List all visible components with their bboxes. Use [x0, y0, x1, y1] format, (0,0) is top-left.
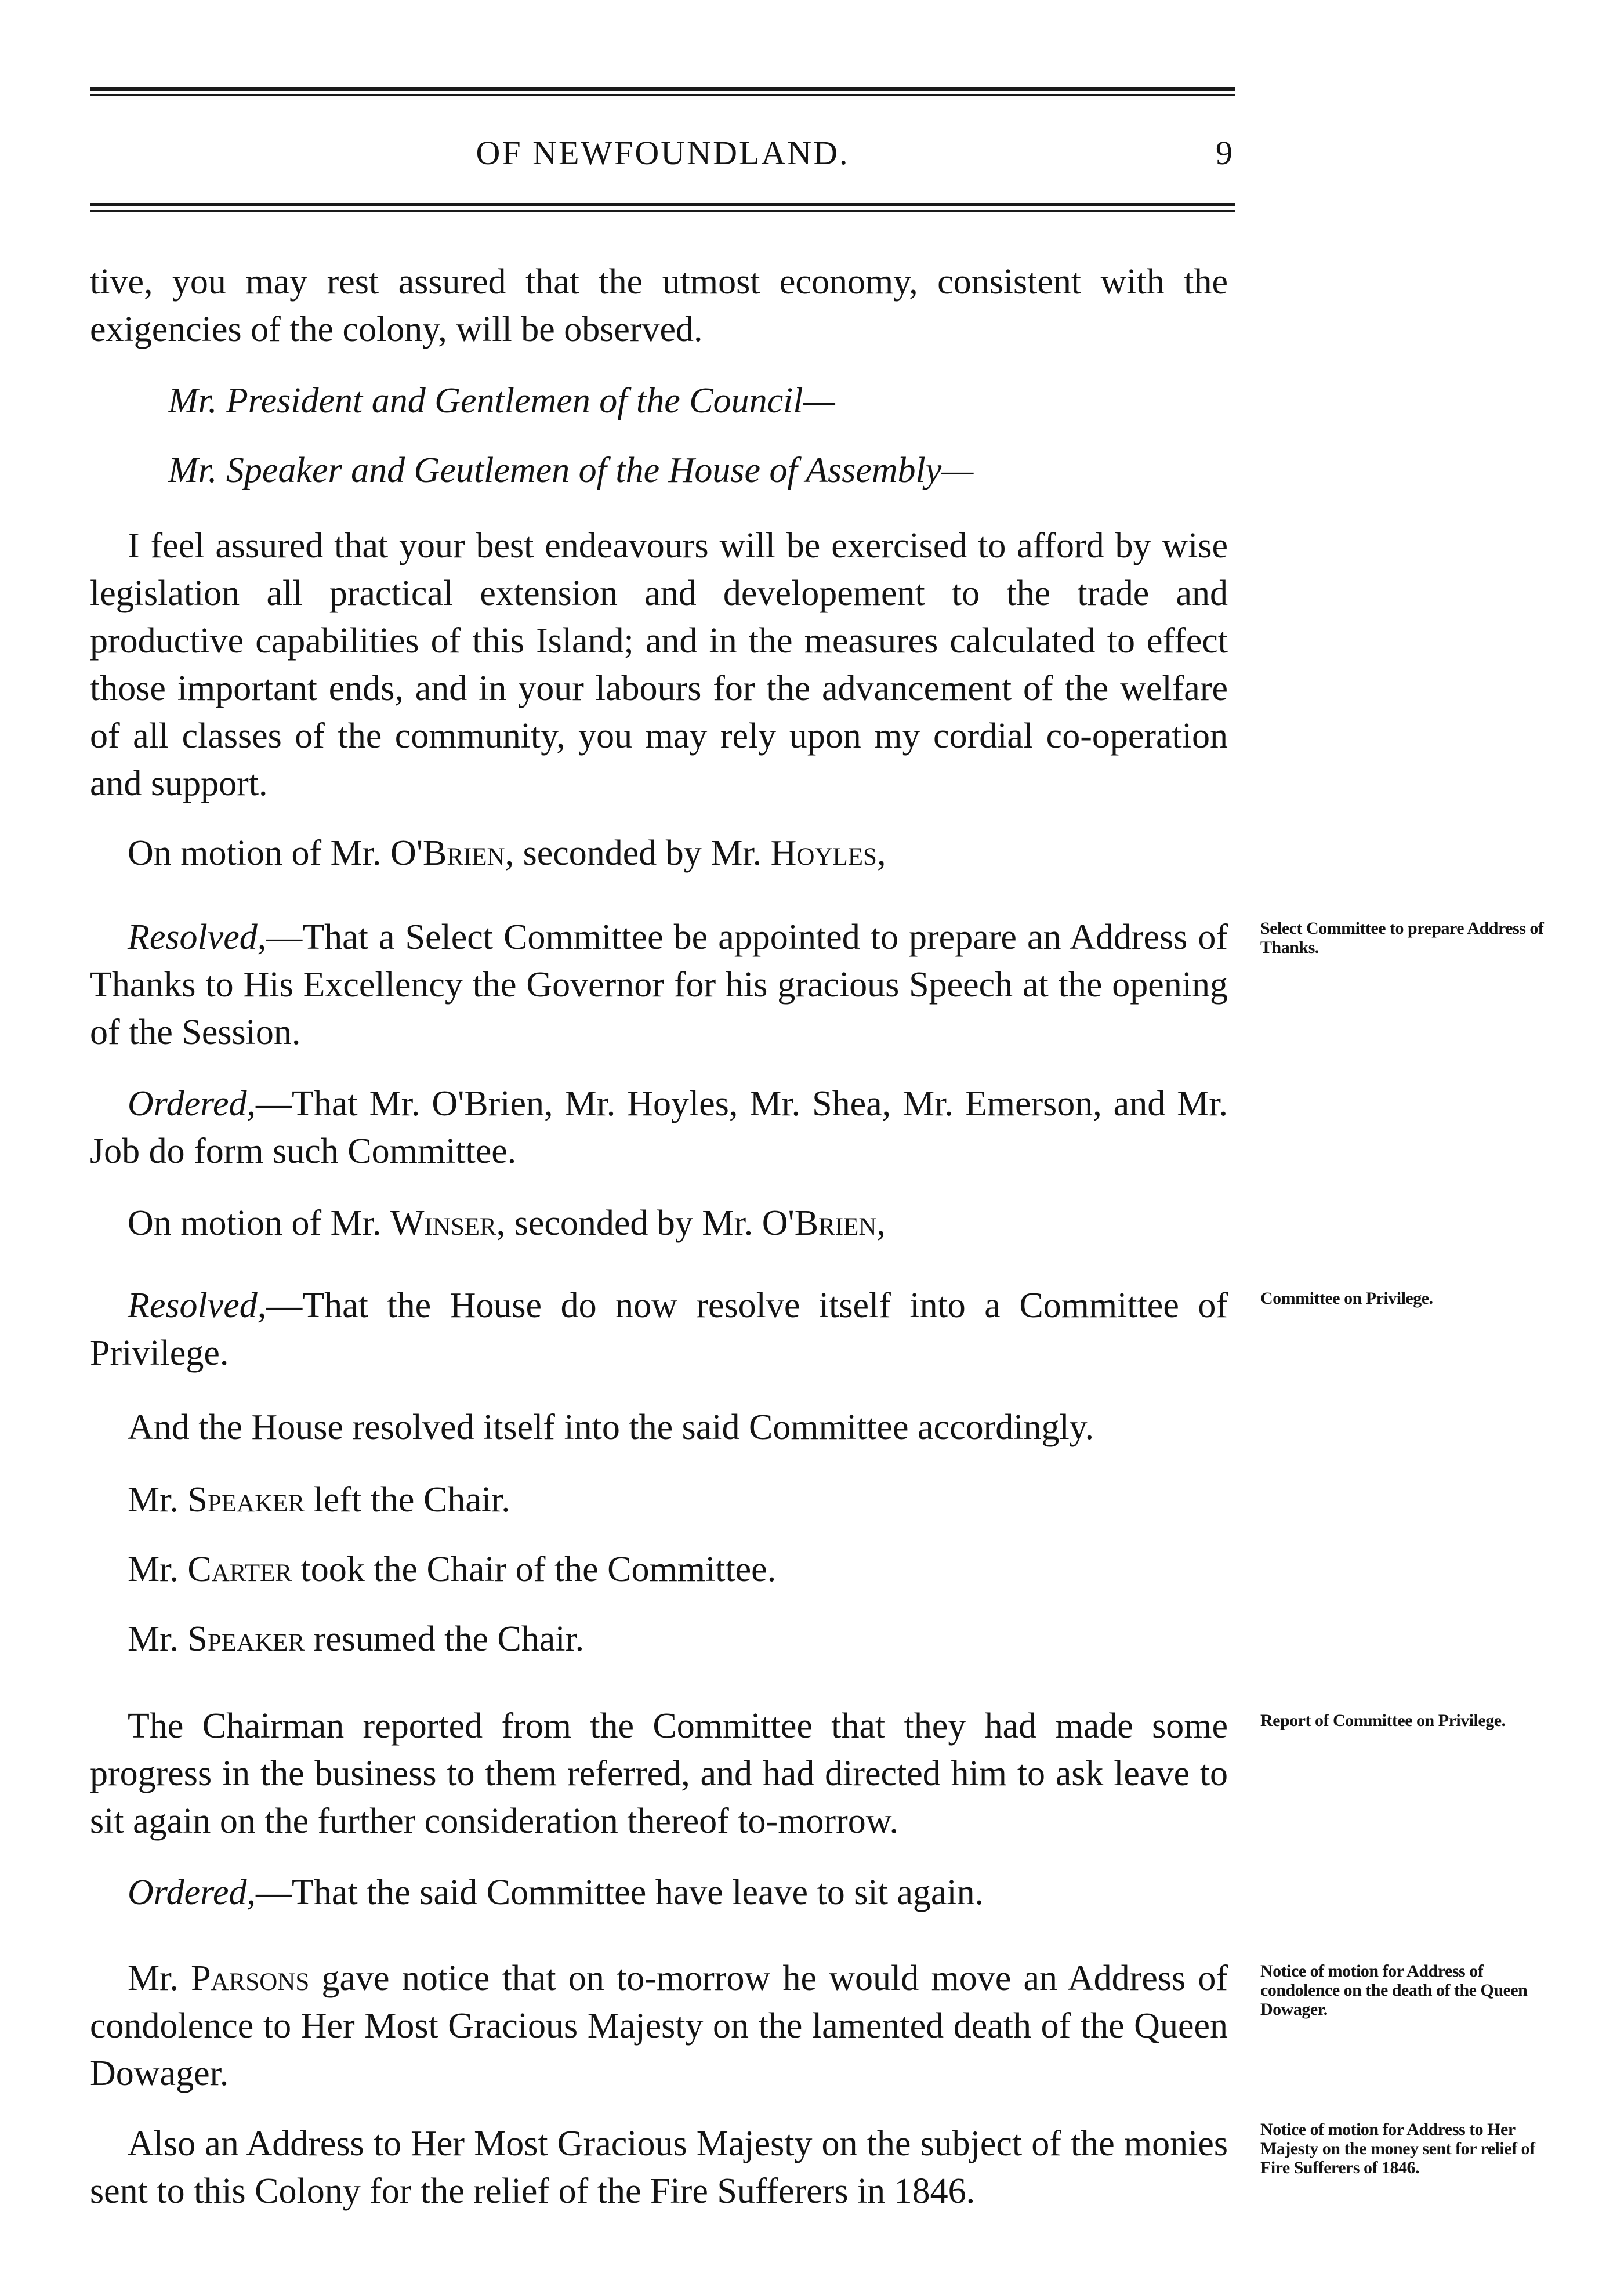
- margin-note: Notice of motion for Address to Her Majesty on the money sent for relief of Fire Sufferers of 1846.: [1260, 2120, 1535, 2177]
- top-rule-thick: [90, 87, 1235, 91]
- paragraph: [90, 1615, 1228, 1663]
- paragraph: [90, 258, 1228, 353]
- paragraph: [90, 447, 1228, 494]
- running-head: OF NEWFOUNDLAND.: [476, 134, 850, 172]
- text-segment: Mr.: [128, 1959, 191, 1998]
- addressee-line: Mr. Speaker and Geutlemen of the House of Assembly—: [168, 451, 974, 490]
- resolution-keyword: Ordered,: [128, 1084, 256, 1123]
- text-segment: tive, you may rest assured that the utmost economy, consistent with the exigencies of the colony, will be observed.: [90, 262, 1228, 349]
- margin-note: Committee on Privilege.: [1260, 1289, 1433, 1308]
- paragraph: [90, 1546, 1228, 1593]
- member-name: O'Brien: [390, 833, 505, 873]
- paragraph-text: [90, 1404, 1228, 1451]
- text-segment: —That Mr. O'Brien, Mr. Hoyles, Mr. Shea, Mr. Emerson, and Mr. Job do form such Committee.: [90, 1084, 1228, 1171]
- text-segment: ,: [876, 833, 886, 873]
- text-segment: , seconded by Mr.: [505, 833, 771, 873]
- text-segment: resumed the Chair.: [304, 1619, 585, 1659]
- resolution-keyword: Resolved,: [128, 1286, 267, 1325]
- member-name: O'Brien: [762, 1203, 877, 1243]
- header-rule-thin: [90, 210, 1235, 212]
- text-segment: gave notice that on to-morrow he would move an Address of condolence to Her Most Gracious Majesty on the lamented death of the Queen Dowager.: [90, 1959, 1228, 2093]
- resolution-keyword: Ordered,: [128, 1873, 256, 1912]
- paragraph: [90, 913, 1228, 1056]
- paragraph: [90, 1869, 1228, 1916]
- member-name: Hoyles: [770, 833, 877, 873]
- paragraph-text: [90, 1199, 1228, 1247]
- member-name: Speaker: [187, 1480, 305, 1520]
- member-name: Winser: [390, 1203, 496, 1243]
- paragraph: [90, 2120, 1228, 2215]
- paragraph-text: [90, 522, 1228, 807]
- paragraph-text: [90, 1615, 1228, 1663]
- paragraph: [90, 522, 1228, 807]
- header-rule-thick: [90, 203, 1235, 206]
- paragraph-text: [90, 2120, 1228, 2215]
- page-number: 9: [1216, 134, 1232, 172]
- page-header: [90, 129, 1235, 175]
- paragraph: [90, 1080, 1228, 1175]
- text-segment: , seconded by Mr.: [496, 1203, 762, 1243]
- resolution-keyword: Resolved,: [128, 918, 267, 957]
- paragraph-text: [90, 1546, 1228, 1593]
- paragraph-text: [90, 1702, 1228, 1845]
- text-segment: On motion of Mr.: [128, 1203, 390, 1243]
- text-segment: Mr.: [128, 1550, 188, 1589]
- member-name: Speaker: [187, 1619, 305, 1659]
- paragraph-text: [90, 829, 1228, 877]
- text-segment: ,: [876, 1203, 886, 1243]
- paragraph-text: [90, 1476, 1228, 1524]
- text-segment: —That a Select Committee be appointed to prepare an Address of Thanks to His Excellency the Governor for his gracious Speech at the opening of the Session.: [90, 918, 1228, 1052]
- text-segment: And the House resolved itself into the said Committee accordingly.: [128, 1408, 1094, 1447]
- member-name: Parsons: [191, 1959, 310, 1998]
- paragraph-text: [90, 1955, 1228, 2097]
- paragraph: [90, 1702, 1228, 1845]
- margin-note: Report of Committee on Privilege.: [1260, 1711, 1506, 1730]
- paragraph: [90, 1955, 1228, 2097]
- margin-note: Select Committee to prepare Address of Thanks.: [1260, 919, 1544, 957]
- top-rule-thin: [90, 94, 1235, 96]
- paragraph-text: [90, 1080, 1228, 1175]
- text-segment: On motion of Mr.: [128, 833, 390, 873]
- paragraph: [90, 377, 1228, 425]
- paragraph: [90, 1282, 1228, 1377]
- text-segment: left the Chair.: [304, 1480, 510, 1520]
- text-segment: Mr.: [128, 1619, 188, 1659]
- paragraph-text: [90, 1282, 1228, 1377]
- text-segment: I feel assured that your best endeavours will be exercised to afford by wise legislation all practical extension and developement to the trade and productive capabilities of this Island; and in the measures calculated to effect those important ends, and in your labours for the advancement of the welfare of all classes of the community, you may rely upon my cordial co-operation and support.: [90, 526, 1228, 803]
- text-segment: Mr.: [128, 1480, 188, 1520]
- paragraph: [90, 1404, 1228, 1451]
- text-segment: took the Chair of the Committee.: [292, 1550, 777, 1589]
- margin-note: Notice of motion for Address of condolence on the death of the Queen Dowager.: [1260, 1962, 1528, 2019]
- paragraph-text: [90, 1869, 1228, 1916]
- paragraph-text: [90, 913, 1228, 1056]
- paragraph: [90, 1476, 1228, 1524]
- paragraph: [90, 1199, 1228, 1247]
- text-segment: The Chairman reported from the Committee that they had made some progress in the business to them referred, and had directed him to ask leave to sit again on the further consideration thereof to-morrow.: [90, 1706, 1228, 1841]
- text-segment: —That the House do now resolve itself into a Committee of Privilege.: [90, 1286, 1228, 1373]
- text-segment: —That the said Committee have leave to sit again.: [255, 1873, 984, 1912]
- text-segment: Also an Address to Her Most Gracious Majesty on the subject of the monies sent to this Colony for the relief of the Fire Sufferers in 1846.: [90, 2124, 1228, 2211]
- paragraph-text: [90, 258, 1228, 353]
- paragraph: [90, 829, 1228, 877]
- member-name: Carter: [187, 1550, 292, 1589]
- addressee-line: Mr. President and Gentlemen of the Council—: [168, 381, 835, 420]
